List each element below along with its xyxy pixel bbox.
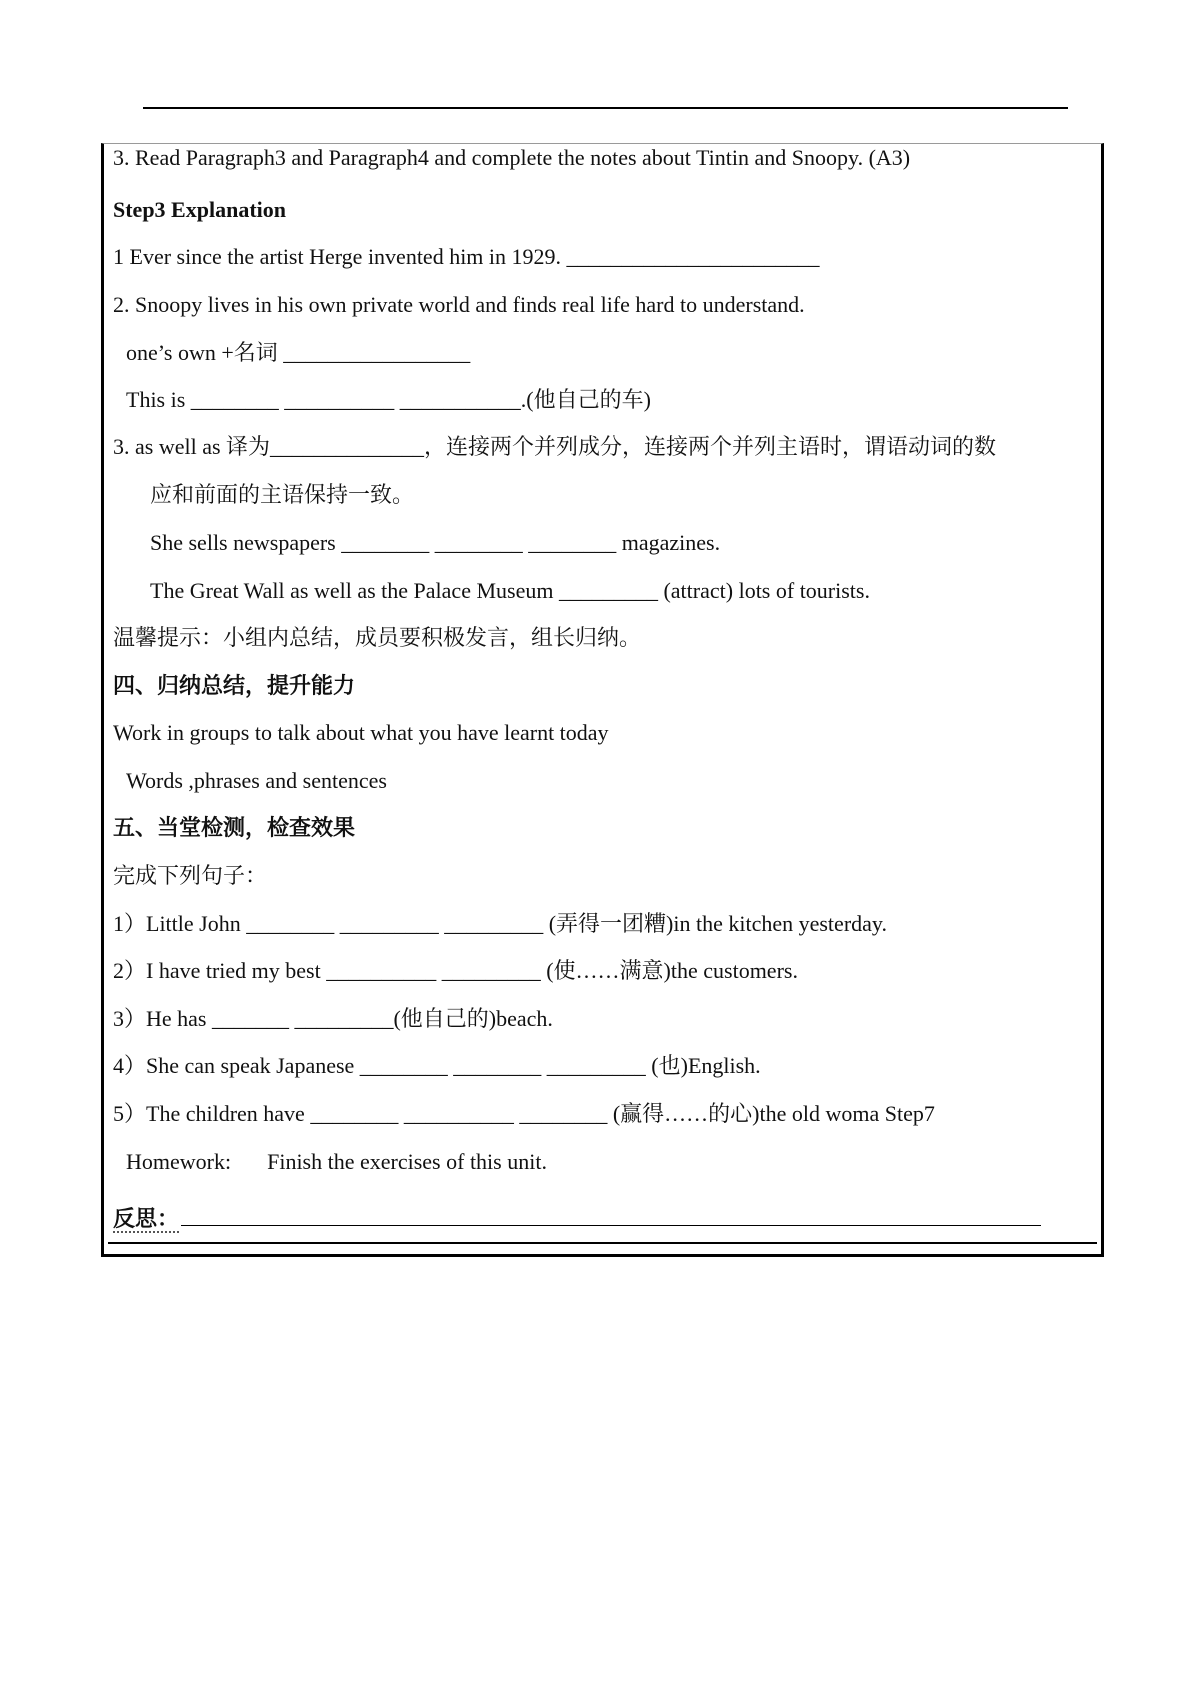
- explanation-item-2: 2. Snoopy lives in his own private world and finds real life hard to understand.: [113, 292, 805, 317]
- reflection-label: 反思：: [113, 1206, 180, 1231]
- explanation-item-3-example-2: The Great Wall as well as the Palace Museum _________ (attract) lots of tourists.: [150, 578, 870, 603]
- section-4-heading: 四、归纳总结，提升能力: [113, 673, 356, 698]
- section-4-subtext: Words ,phrases and sentences: [126, 768, 387, 793]
- step3-heading: Step3 Explanation: [113, 197, 286, 222]
- question-4: 4）She can speak Japanese ________ ________ _________ (也)English.: [113, 1053, 761, 1078]
- explanation-item-3: 3. as well as 译为______________，连接两个并列成分，连接两个并列主语时，谓语动词的数: [113, 434, 997, 459]
- frame-bottom-rule: [108, 1242, 1097, 1244]
- explanation-item-3-continued: 应和前面的主语保持一致。: [150, 482, 415, 507]
- task-3-line: 3. Read Paragraph3 and Paragraph4 and complete the notes about Tintin and Snoopy. (A3): [113, 145, 911, 170]
- section-5-instruction: 完成下列句子：: [113, 863, 268, 888]
- question-1: 1）Little John ________ _________ _________ (弄得一团糟)in the kitchen yesterday.: [113, 911, 887, 936]
- question-3: 3）He has _______ _________(他自己的)beach.: [113, 1006, 553, 1031]
- tip-line: 温馨提示：小组内总结，成员要积极发言，组长归纳。: [113, 625, 642, 650]
- section-5-heading: 五、当堂检测，检查效果: [113, 815, 356, 840]
- explanation-item-1: 1 Ever since the artist Herge invented him in 1929. _______________________: [113, 244, 820, 269]
- reflection-line: [113, 1205, 1041, 1233]
- explanation-item-2-rule: one’s own +名词 _________________: [126, 340, 471, 365]
- explanation-item-2-example: This is ________ __________ ___________.(他自己的车): [126, 387, 651, 412]
- homework-label: Homework:: [126, 1149, 232, 1174]
- section-4-text: Work in groups to talk about what you have learnt today: [113, 720, 609, 745]
- reflection-blank: [181, 1225, 1041, 1226]
- explanation-item-3-example-1: She sells newspapers ________ ________ ________ magazines.: [150, 530, 721, 555]
- homework-text: Finish the exercises of this unit.: [267, 1149, 547, 1174]
- question-5: 5）The children have ________ __________ ________ (赢得……的心)the old woma Step7: [113, 1101, 935, 1126]
- question-2: 2）I have tried my best __________ _________ (使……满意)the customers.: [113, 958, 798, 983]
- homework-line: [126, 1148, 547, 1176]
- header-rule: [143, 107, 1068, 109]
